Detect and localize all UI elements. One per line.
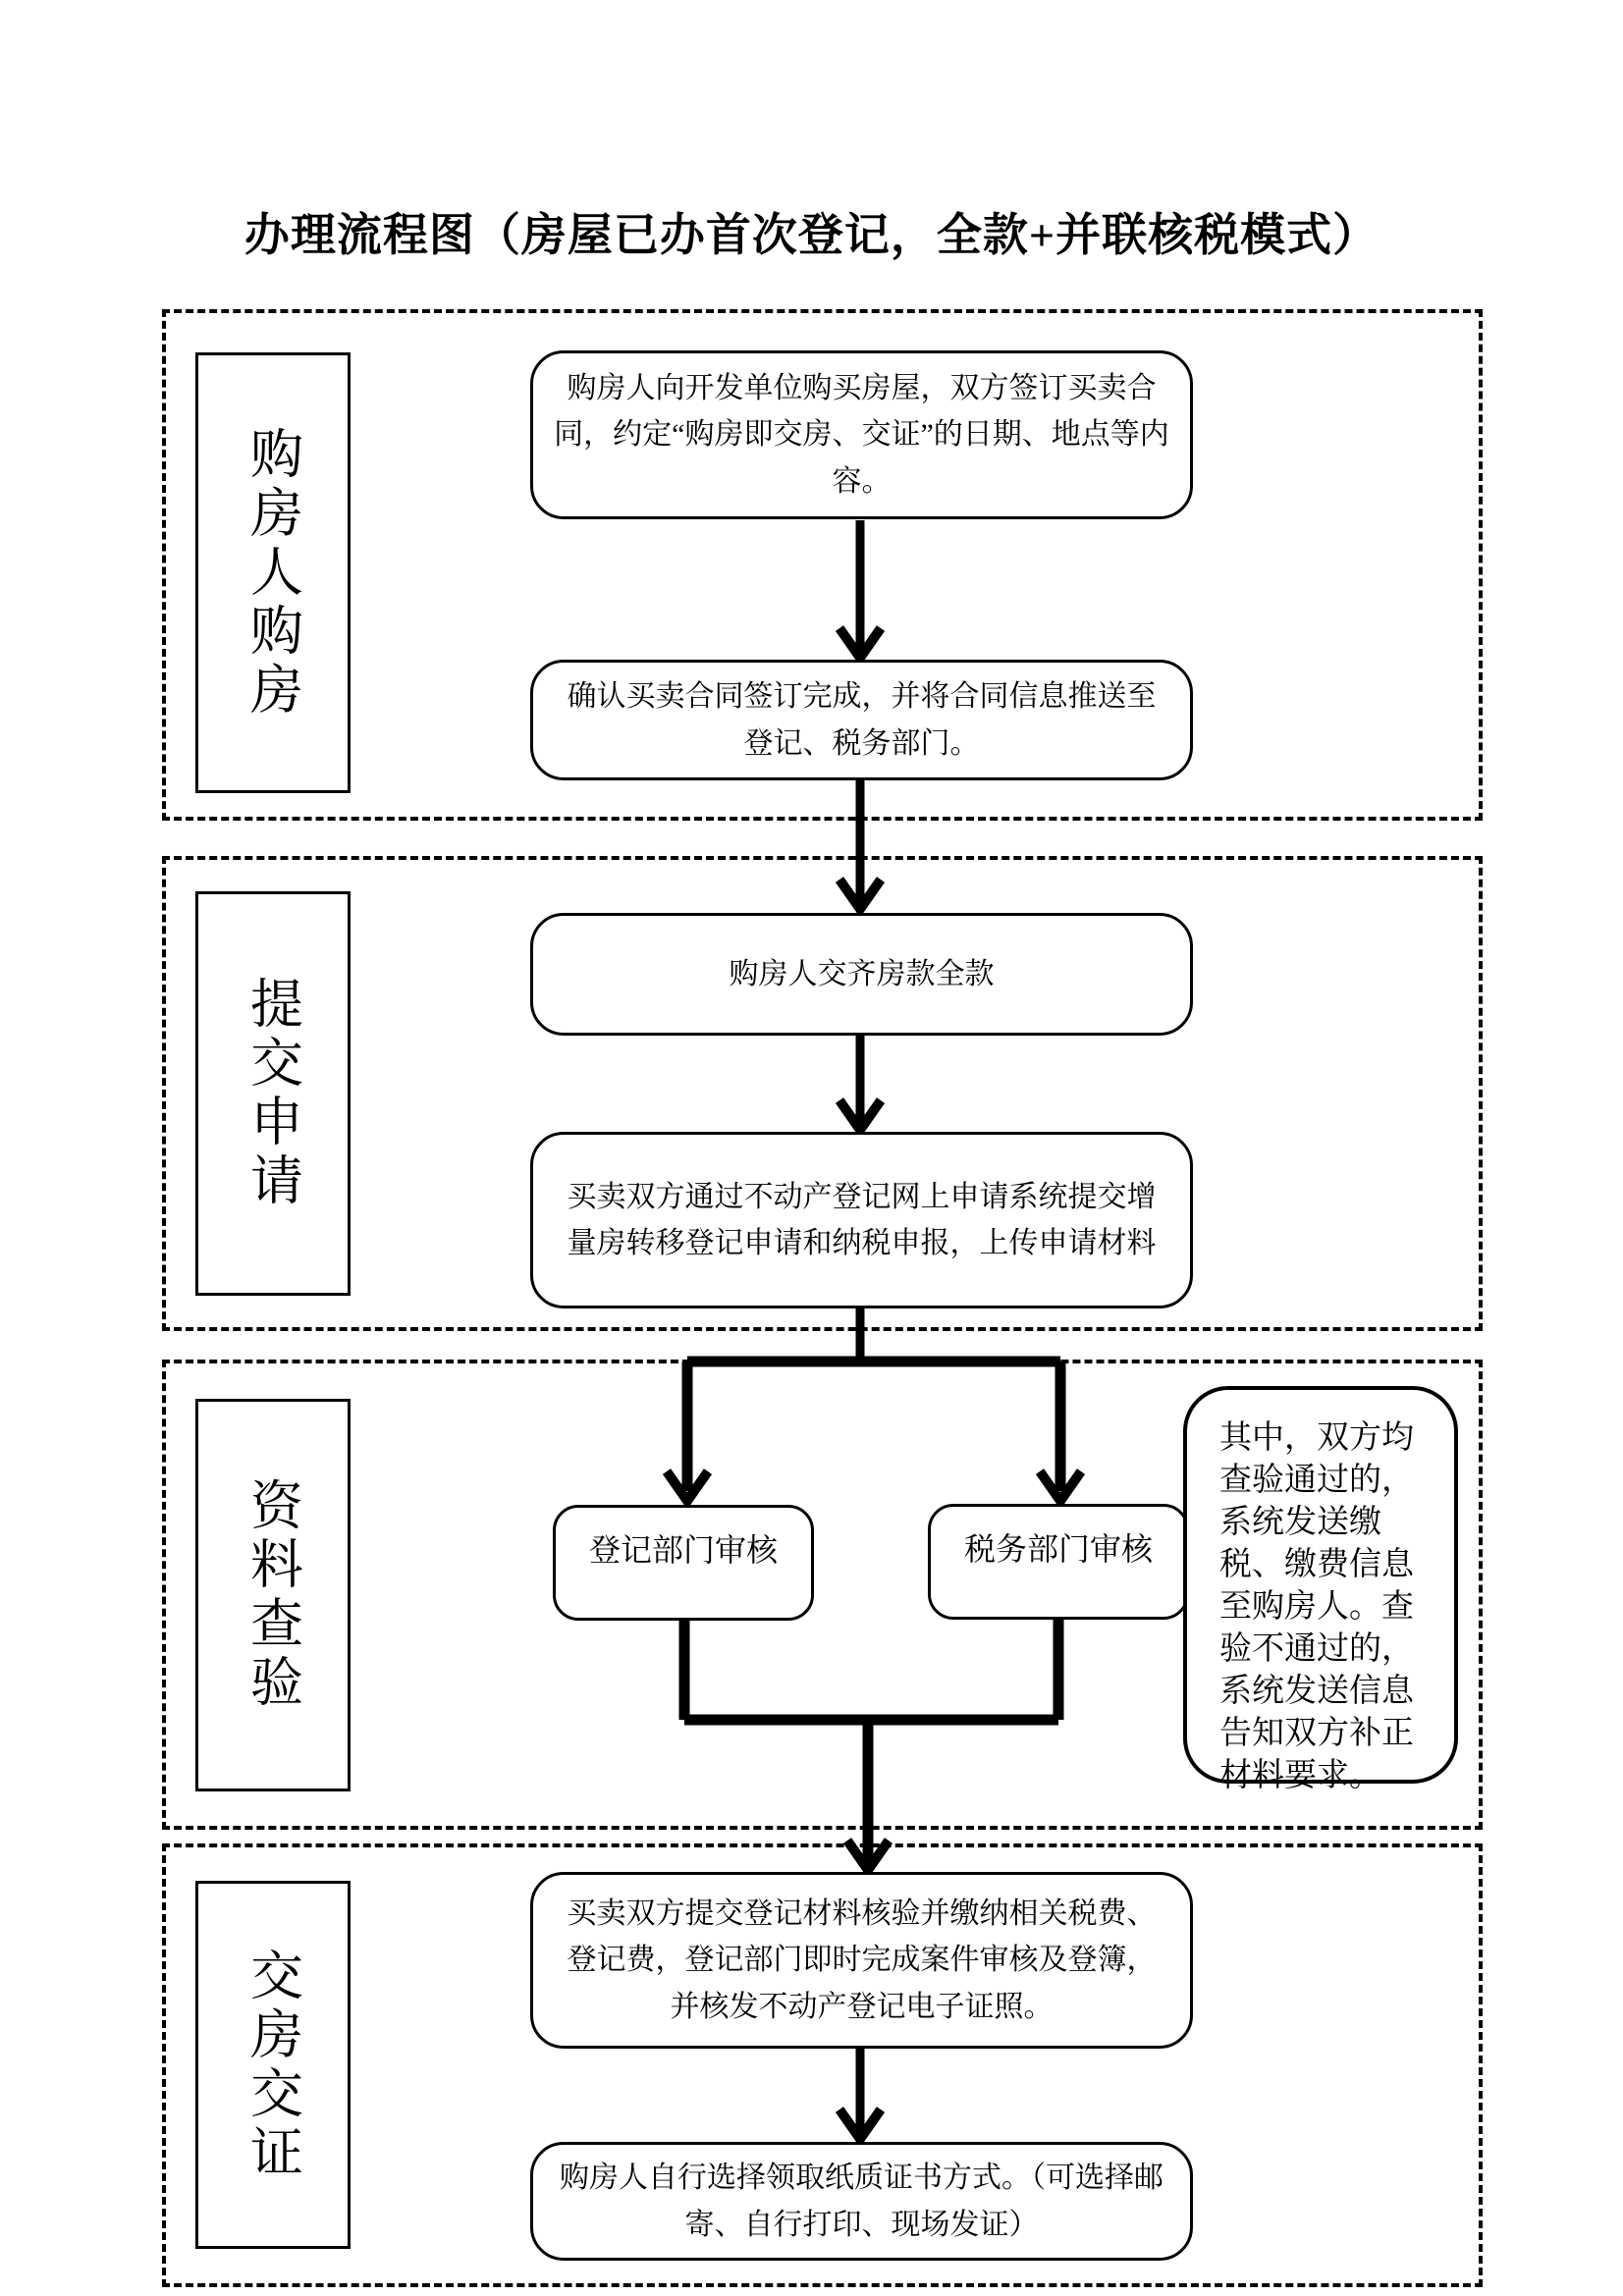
stage-label-buyer-purchase: 购房人购房 — [195, 352, 351, 793]
step-tax-dept-audit: 税务部门审核 — [928, 1504, 1189, 1620]
step-sign-contract: 购房人向开发单位购买房屋，双方签订买卖合同，约定“购房即交房、交证”的日期、地点等内容。 — [530, 350, 1193, 519]
stage-label-submit-application: 提交申请 — [195, 891, 351, 1296]
page-title: 办理流程图（房屋已办首次登记，全款+并联核税模式） — [243, 210, 1380, 260]
step-online-application: 买卖双方通过不动产登记网上申请系统提交增量房转移登记申请和纳税申报，上传申请材料 — [530, 1132, 1193, 1308]
stage-label-deliver-house-certificate: 交房交证 — [195, 1881, 351, 2249]
step-choose-certificate-delivery: 购房人自行选择领取纸质证书方式。（可选择邮寄、自行打印、现场发证） — [530, 2142, 1193, 2261]
step-verify-pay-register: 买卖双方提交登记材料核验并缴纳相关税费、登记费，登记部门即时完成案件审核及登簿，并核发不动产登记电子证照。 — [530, 1872, 1193, 2049]
step-confirm-contract-push-info: 确认买卖合同签订完成，并将合同信息推送至登记、税务部门。 — [530, 660, 1193, 780]
note-audit-result: 其中，双方均查验通过的，系统发送缴税、缴费信息至购房人。查验不通过的，系统发送信息告知双方补正材料要求。 — [1183, 1386, 1458, 1784]
step-registration-dept-audit: 登记部门审核 — [553, 1505, 814, 1621]
step-pay-full-amount: 购房人交齐房款全款 — [530, 913, 1193, 1036]
stage-label-material-check: 资料查验 — [195, 1399, 351, 1791]
